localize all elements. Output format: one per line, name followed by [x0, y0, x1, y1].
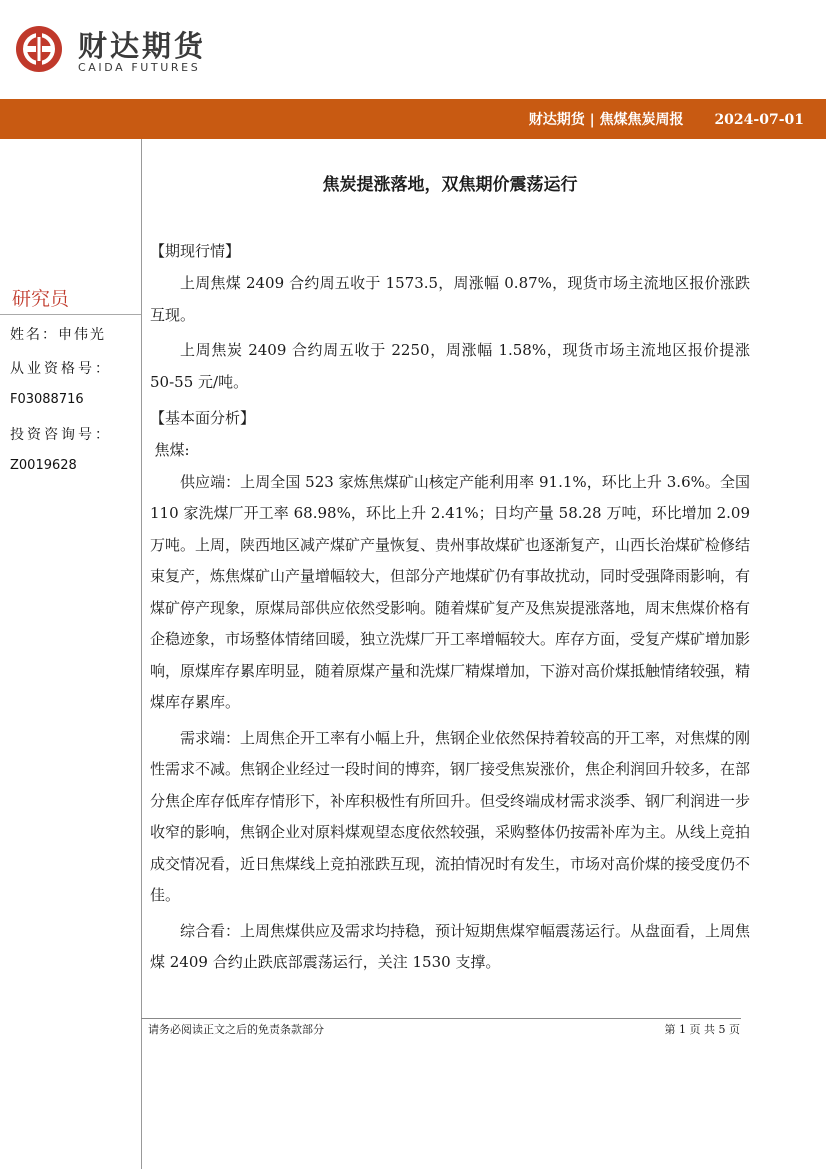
footer-disclaimer: 请务必阅读正文之后的免责条款部分: [148, 1023, 324, 1036]
header-text: [529, 109, 804, 129]
paragraph-summary: 综合看：上周焦煤供应及需求均持稳，预计短期焦煤窄幅震荡运行。从盘面看，上周焦煤 2409 合约止跌底部震荡运行，关注 1530 支撑。: [150, 921, 751, 971]
paragraph-demand: 需求端：上周焦企开工率有小幅上升，焦钢企业依然保持着较高的开工率，对焦煤的刚性需求不减。焦钢企业经过一段时间的博弈，钢厂接受焦炭涨价，焦企利润回升较多，在部分焦企库存低库存情形下，补库积极性有所回升。但受终端成材需求淡季、钢厂利润进一步收窄的影响，焦钢企业对原料煤观望态度依然较强，采购整体仍按需补库为主。从线上竞拍成交情况看，近日焦煤线上竞拍涨跌互现，流拍情况时有发生，市场对高价煤的接受度仍不佳。: [150, 728, 751, 904]
consult-label: 投资咨询号：: [10, 427, 112, 443]
section-heading-fundamentals: 【基本面分析】: [150, 409, 256, 427]
header-separator: |: [589, 112, 595, 128]
header-bar: [0, 99, 826, 139]
paragraph-supply: 供应端：上周全国 523 家炼焦煤矿山核定产能利用率 91.1%，环比上升 3.6%。全国 110 家洗煤厂开工率 68.98%，环比上升 2.41%；日均产量 58.28 万吨，环比增加 2.09 万吨。上周，陕西地区减产煤矿产量恢复、贵州事故煤矿也逐渐复产，山西长治煤矿检修结束复产，炼焦煤矿山产量增幅较大，但部分产地煤矿仍有事故扰动，同时受强降雨影响，有煤矿停产现象，原煤局部供应依然受影响。随着煤矿复产及焦炭提涨落地，周末焦煤价格有企稳迹象，市场整体情绪回暖，独立洗煤厂开工率增幅较大。库存方面，受复产煤矿增加影响，原煤库存累库明显，随着原煤产量和洗煤厂精煤增加，下游对高价煤抵触情绪较强，精煤库存累库。: [150, 472, 751, 711]
qualification-label: 从业资格号：: [10, 361, 112, 377]
brand-name-cn: 财达期货: [78, 29, 207, 63]
header-report: 焦煤焦炭周报: [599, 112, 684, 128]
analyst-name: 姓名：申伟光: [10, 327, 106, 343]
article: [150, 170, 750, 983]
paragraph-coking-coal-market: 上周焦煤 2409 合约周五收于 1573.5，周涨幅 0.87%，现货市场主流地区报价涨跌互现。: [150, 274, 750, 324]
sidebar-title: 研究员: [12, 288, 70, 310]
footer-page-number: 第 1 页 共 5 页: [664, 1023, 740, 1036]
brand-name-en: CAIDA FUTURES: [78, 61, 201, 74]
article-title: 焦炭提涨落地，双焦期价震荡运行: [322, 175, 578, 195]
paragraph-coke-market: 上周焦炭 2409 合约周五收于 2250，周涨幅 1.58%，现货市场主流地区报价提涨 50-55 元/吨。: [150, 341, 750, 391]
caida-logo-icon: [14, 24, 64, 74]
section-heading-market: 【期现行情】: [150, 242, 241, 260]
sidebar-divider: [141, 139, 142, 1169]
qualification-number: F03088716: [10, 392, 84, 407]
consult-number: Z0019628: [10, 458, 77, 473]
sidebar-rule: [0, 314, 141, 315]
header-company: 财达期货: [528, 112, 585, 128]
header-date: 2024-07-01: [714, 112, 804, 128]
subheading-coking-coal: 焦煤:: [154, 441, 190, 459]
brand-logo: [14, 24, 214, 78]
footer-rule: [141, 1018, 741, 1019]
